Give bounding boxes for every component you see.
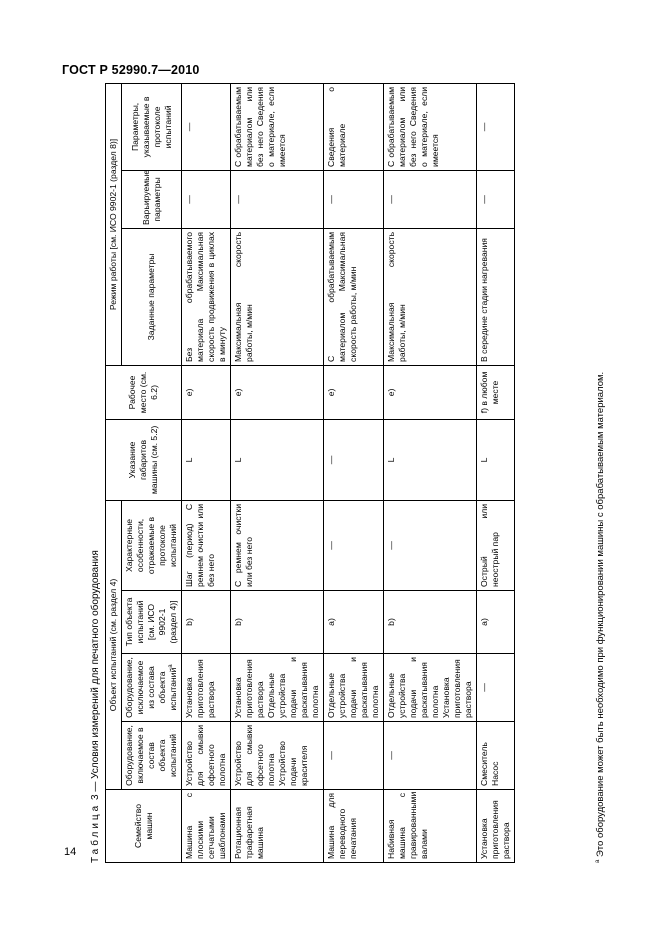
header-family: Семейство машин (106, 790, 182, 863)
cell-features: — (324, 500, 384, 590)
cell-dimensions: L (384, 419, 477, 500)
table-row (384, 83, 477, 862)
header-excluded-text: Оборудование, исключаемое из состава объекта испытаний (124, 657, 178, 718)
cell-workplace: e) (231, 365, 324, 419)
header-workplace: Рабочее место (см. 6.2) (106, 365, 182, 419)
footnote-mark: a (595, 859, 601, 863)
table-caption (90, 550, 101, 863)
cell-included: Устройство для смывки офсетного полотна Устройство подачи красителя (231, 722, 324, 790)
header-var-params: Варьируемые параметры (122, 170, 182, 228)
header-report-params: Параметры, указываемые в протоколе испытаний (122, 83, 182, 170)
cell-features: Шаг (период) С ремнем очистки или без него (182, 500, 231, 590)
table-row (477, 83, 515, 862)
header-excluded-sup: a (168, 664, 175, 668)
cell-set-params: Без обрабатываемого материала Максимальная скорость продвижения в циклах в минуту (182, 228, 231, 365)
cell-excluded: Отдельные устройства подачи и раскатывания полотна Установка приготовления раствора (384, 654, 477, 722)
table-footnote (595, 372, 606, 863)
header-included: Оборудование, включаемое в состав объекта испытаний (122, 722, 182, 790)
cell-var-params: — (231, 170, 324, 228)
cell-set-params: Максимальная скорость работы, м/мин (384, 228, 477, 365)
table-caption-text: 3 — Условия измерений для печатного оборудования (90, 550, 101, 800)
header-type: Тип объекта испытаний [см. ИСО 9902-1 (раздел 4)] (122, 591, 182, 654)
page-number: 14 (64, 846, 77, 858)
cell-workplace: f) в любом месте (477, 365, 515, 419)
measurement-conditions-table (105, 83, 515, 863)
rotated-table-region (90, 84, 630, 863)
cell-dimensions: — (324, 419, 384, 500)
cell-report-params: С обрабатываемым материалом или без него Сведения о материале, если имеется (384, 83, 477, 170)
cell-dimensions: L (231, 419, 324, 500)
cell-included: — (384, 722, 477, 790)
cell-included: Смеситель Насос (477, 722, 515, 790)
table-caption-word: Таблица (90, 802, 101, 863)
header-group-object: Объект испытаний (см. раздел 4) (106, 500, 122, 789)
cell-dimensions: L (182, 419, 231, 500)
cell-excluded: Установка приготовления раствора (182, 654, 231, 722)
cell-dimensions: L (477, 419, 515, 500)
cell-var-params: — (477, 170, 515, 228)
cell-type: b) (231, 591, 324, 654)
cell-workplace: e) (182, 365, 231, 419)
header-dimensions: Указание габаритов машины (см. 5.2) (106, 419, 182, 500)
cell-type: b) (182, 591, 231, 654)
cell-report-params: — (477, 83, 515, 170)
cell-excluded: Отдельные устройства подачи и раскатывания полотна (324, 654, 384, 722)
cell-family: Ротационная трафаретная машина (231, 790, 324, 863)
cell-workplace: e) (384, 365, 477, 419)
cell-included: Устройство для смывки офсетного полотна (182, 722, 231, 790)
header-group-mode: Режим работы [см. ИСО 9902-1 (раздел 8)] (106, 83, 122, 365)
cell-features: С ремнем очистки или без него (231, 500, 324, 590)
cell-report-params: С обрабатываемым материалом или без него Сведения о материале, если имеется (231, 83, 324, 170)
cell-report-params: — (182, 83, 231, 170)
table-row (182, 83, 231, 862)
header-excluded (122, 654, 182, 722)
cell-var-params: — (384, 170, 477, 228)
cell-family: Установка приготовления раствора (477, 790, 515, 863)
table-row (324, 83, 384, 862)
cell-type: a) (324, 591, 384, 654)
cell-var-params: — (324, 170, 384, 228)
header-features: Характерные особенности, отражаемые в протоколе испытаний (122, 500, 182, 590)
cell-features: Острый или неострый пар (477, 500, 515, 590)
cell-type: a) (477, 591, 515, 654)
cell-family: Машина с плоскими сетчатыми шаблонами (182, 790, 231, 863)
cell-set-params: Максимальная скорость работы, м/мин (231, 228, 324, 365)
cell-family: Набивная машина с гравированными валами (384, 790, 477, 863)
cell-included: — (324, 722, 384, 790)
cell-set-params: В середине стадии нагревания (477, 228, 515, 365)
cell-report-params: Сведения о материале (324, 83, 384, 170)
cell-excluded: — (477, 654, 515, 722)
cell-features: — (384, 500, 477, 590)
cell-var-params: — (182, 170, 231, 228)
cell-set-params: С обрабатываемым материалом Максимальная скорость работы, м/мин (324, 228, 384, 365)
table-row (231, 83, 324, 862)
footnote-text: Это оборудование может быть необходимо при функционировании машины с обрабатываемым материалом. (595, 371, 607, 858)
cell-family: Машина для переводного печатания (324, 790, 384, 863)
cell-type: b) (384, 591, 477, 654)
document-header: ГОСТ Р 52990.7—2010 (62, 63, 200, 77)
header-set-params: Заданные параметры (122, 228, 182, 365)
cell-workplace: e) (324, 365, 384, 419)
cell-excluded: Установка приготовления раствора Отдельные устройства подачи и раскатывания полотна (231, 654, 324, 722)
